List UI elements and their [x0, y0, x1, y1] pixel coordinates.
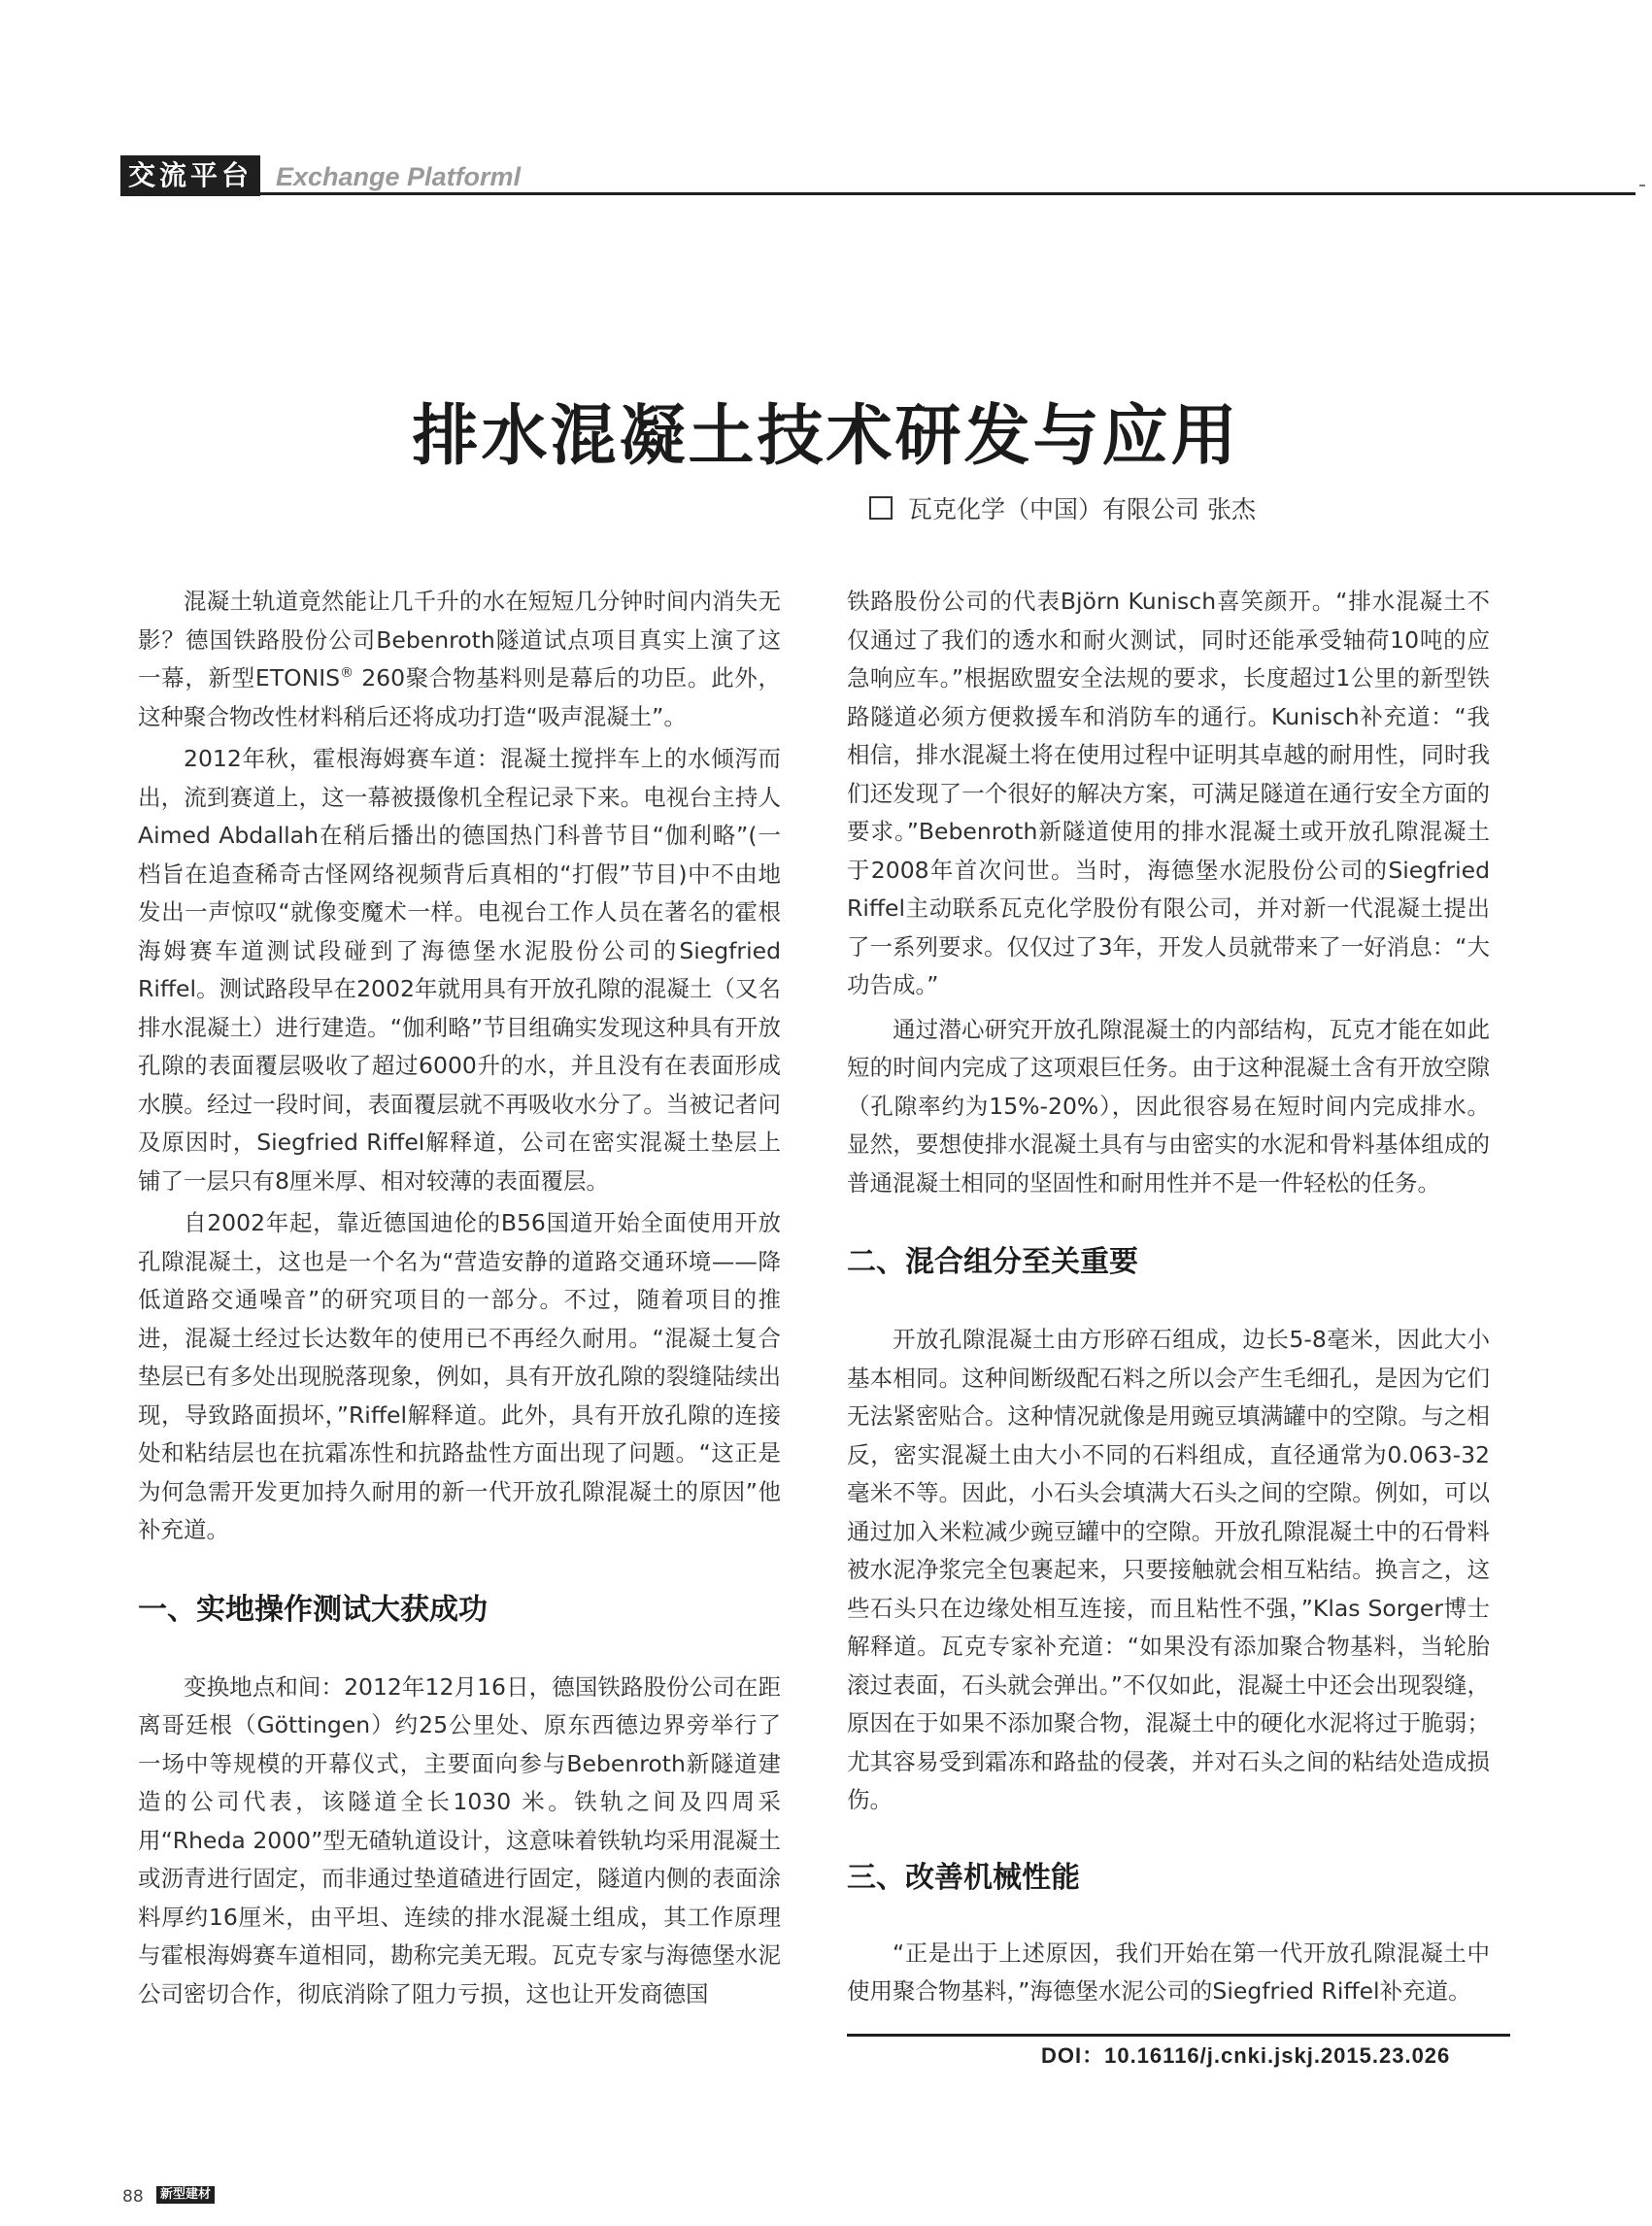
paragraph: “正是出于上述原因，我们开始在第一代开放孔隙混凝土中使用聚合物基料，”海德堡水泥公司的Siegfried Riffel补充道。 [847, 1939, 1490, 2005]
paragraph: 开放孔隙混凝土由方形碎石组成，边长5-8毫米，因此大小基本相同。这种间断级配石料之所以会产生毛细孔，是因为它们无法紧密贴合。这种情况就像是用豌豆填满罐中的空隙。与之相反，密实混凝土由大小不同的石料组成，直径通常为0.063-32毫米不等。因此，小石头会填满大石头之间的空隙。例如，可以通过加入米粒减少豌豆罐中的空隙。开放孔隙混凝土中的石骨料被水泥净浆完全包裹起来，只要接触就会相互粘结。换言之，这些石头只在边缘处相互连接，而且粘性不强，”Klas Sorger博士解释道。瓦克专家补充道：“如果没有添加聚合物基料，当轮胎滚过表面，石头就会弹出。”不仅如此，混凝土中还会出现裂缝，原因在于如果不添加聚合物，混凝土中的硬化水泥将过于脆弱；尤其容易受到霜冻和路盐的侵袭，并对石头之间的粘结处造成损伤。 [847, 1326, 1490, 1813]
paragraph: 铁路股份公司的代表Björn Kunisch喜笑颜开。“排水混凝土不仅通过了我们的透水和耐火测试，同时还能承受轴荷10吨的应急响应车。”根据欧盟安全法规的要求，长度超过1公里的新型铁路隧道必须方便救援车和消防车的通行。Kunisch补充道：“我相信，排水混凝土将在使用过程中证明其卓越的耐用性，同时我们还发现了一个很好的解决方案，可满足隧道在通行安全方面的要求。”Bebenroth新隧道使用的排水混凝土或开放孔隙混凝土于2008年首次问世。当时，海德堡水泥股份公司的Siegfried Riffel主动联系瓦克化学股份有限公司，并对新一代混凝土提出了一系列要求。仅仅过了3年，开发人员就带来了一好消息：“大功告成。” [847, 588, 1490, 998]
section-heading: 二、混合组分至关重要 [847, 1245, 1138, 1279]
paragraph: 2012年秋，霍根海姆赛车道：混凝土搅拌车上的水倾泻而出，流到赛道上，这一幕被摄像机全程记录下来。电视台主持人Aimed Abdallah在稍后播出的德国热门科普节目“伽利略”(一档旨在追查稀奇古怪网络视频背后真相的“打假”节目)中不由地发出一声惊叹“就像变魔术一样。电视台工作人员在著名的霍根海姆赛车道测试段碰到了海德堡水泥股份公司的Siegfried Riffel。测试路段早在2002年就用具有开放孔隙的混凝土（又名排水混凝土）进行建造。“伽利略”节目组确实发现这种具有开放孔隙的表面覆层吸收了超过6000升的水，并且没有在表面形成水膜。经过一段时间，表面覆层就不再吸收水分了。当被记者问及原因时，Siegfried Riffel解释道，公司在密实混凝土垫层上铺了一层只有8厘米厚、相对较薄的表面覆层。 [138, 745, 781, 1195]
author-square-icon [869, 496, 893, 520]
paragraph: 通过潜心研究开放孔隙混凝土的内部结构，瓦克才能在如此短的时间内完成了这项艰巨任务。由于这种混凝土含有开放空隙（孔隙率约为15%-20%），因此很容易在短时间内完成排水。显然，要想使排水混凝土具有与由密实的水泥和骨料基体组成的普通混凝土相同的坚固性和耐用性并不是一件轻松的任务。 [847, 1015, 1490, 1197]
section-heading: 三、改善机械性能 [847, 1860, 1080, 1895]
section-tag: 交流平台 [120, 155, 260, 196]
left-column [138, 583, 781, 2013]
section-tag-english: Exchange Platforml [276, 162, 522, 191]
section-heading: 一、实地操作测试大获成功 [138, 1592, 488, 1627]
magazine-tag: 新型建材 [156, 2186, 215, 2204]
paragraph [138, 583, 781, 736]
paragraph: 变换地点和间：2012年12月16日，德国铁路股份公司在距离哥廷根（Göttingen）约25公里处、原东西德边界旁举行了一场中等规模的开幕仪式，主要面向参与Bebenroth新隧道建造的公司代表，该隧道全长1030 米。铁轨之间及四周采用“Rheda 2000”型无碴轨道设计，这意味着铁轨均采用混凝土或沥青进行固定，而非通过垫道碴进行固定，隧道内侧的表面涂料厚约16厘米，由平坦、连续的排水混凝土组成，其工作原理与霍根海姆赛车道相同，勘称完美无瑕。瓦克专家与海德堡水泥公司密切合作，彻底消除了阻力亏损，这也让开发商德国 [138, 1672, 781, 2007]
paragraph-text: 混凝土轨道竟然能让几千升的水在短短几分钟时间内消失无影？德国铁路股份公司Bebenroth隧道试点项目真实上演了这一幕，新型ETONIS [138, 588, 781, 691]
author-name: 瓦克化学（中国）有限公司 张杰 [908, 495, 1256, 523]
doi: DOI：10.16116/j.cnki.jskj.2015.23.026 [1041, 2043, 1451, 2068]
end-rule [847, 2034, 1510, 2037]
right-column [847, 583, 1490, 2011]
article-title: 排水混凝土技术研发与应用 [412, 398, 1240, 475]
header-rule [120, 192, 1635, 195]
registered-mark: ® [340, 665, 354, 682]
author-line [869, 490, 1256, 525]
section-header [120, 155, 1635, 196]
paragraph-text-tail: 260聚合物基料则是幕后的功臣。此外，这种聚合物改性材料稍后还将成功打造“吸声混凝土”。 [138, 664, 781, 730]
header-tick [1639, 185, 1645, 186]
page-number: 88 [122, 2187, 144, 2207]
paragraph: 自2002年起，靠近德国迪伦的B56国道开始全面使用开放孔隙混凝土，这也是一个名为“营造安静的道路交通环境——降低道路交通噪音”的研究项目的一部分。不过，随着项目的推进，混凝土经过长达数年的使用已不再经久耐用。“混凝土复合垫层已有多处出现脱落现象，例如，具有开放孔隙的裂缝陆续出现，导致路面损坏，”Riffel解释道。此外，具有开放孔隙的连接处和粘结层也在抗霜冻性和抗路盐性方面出现了问题。“这正是为何急需开发更加持久耐用的新一代开放孔隙混凝土的原因”他补充道。 [138, 1209, 781, 1543]
